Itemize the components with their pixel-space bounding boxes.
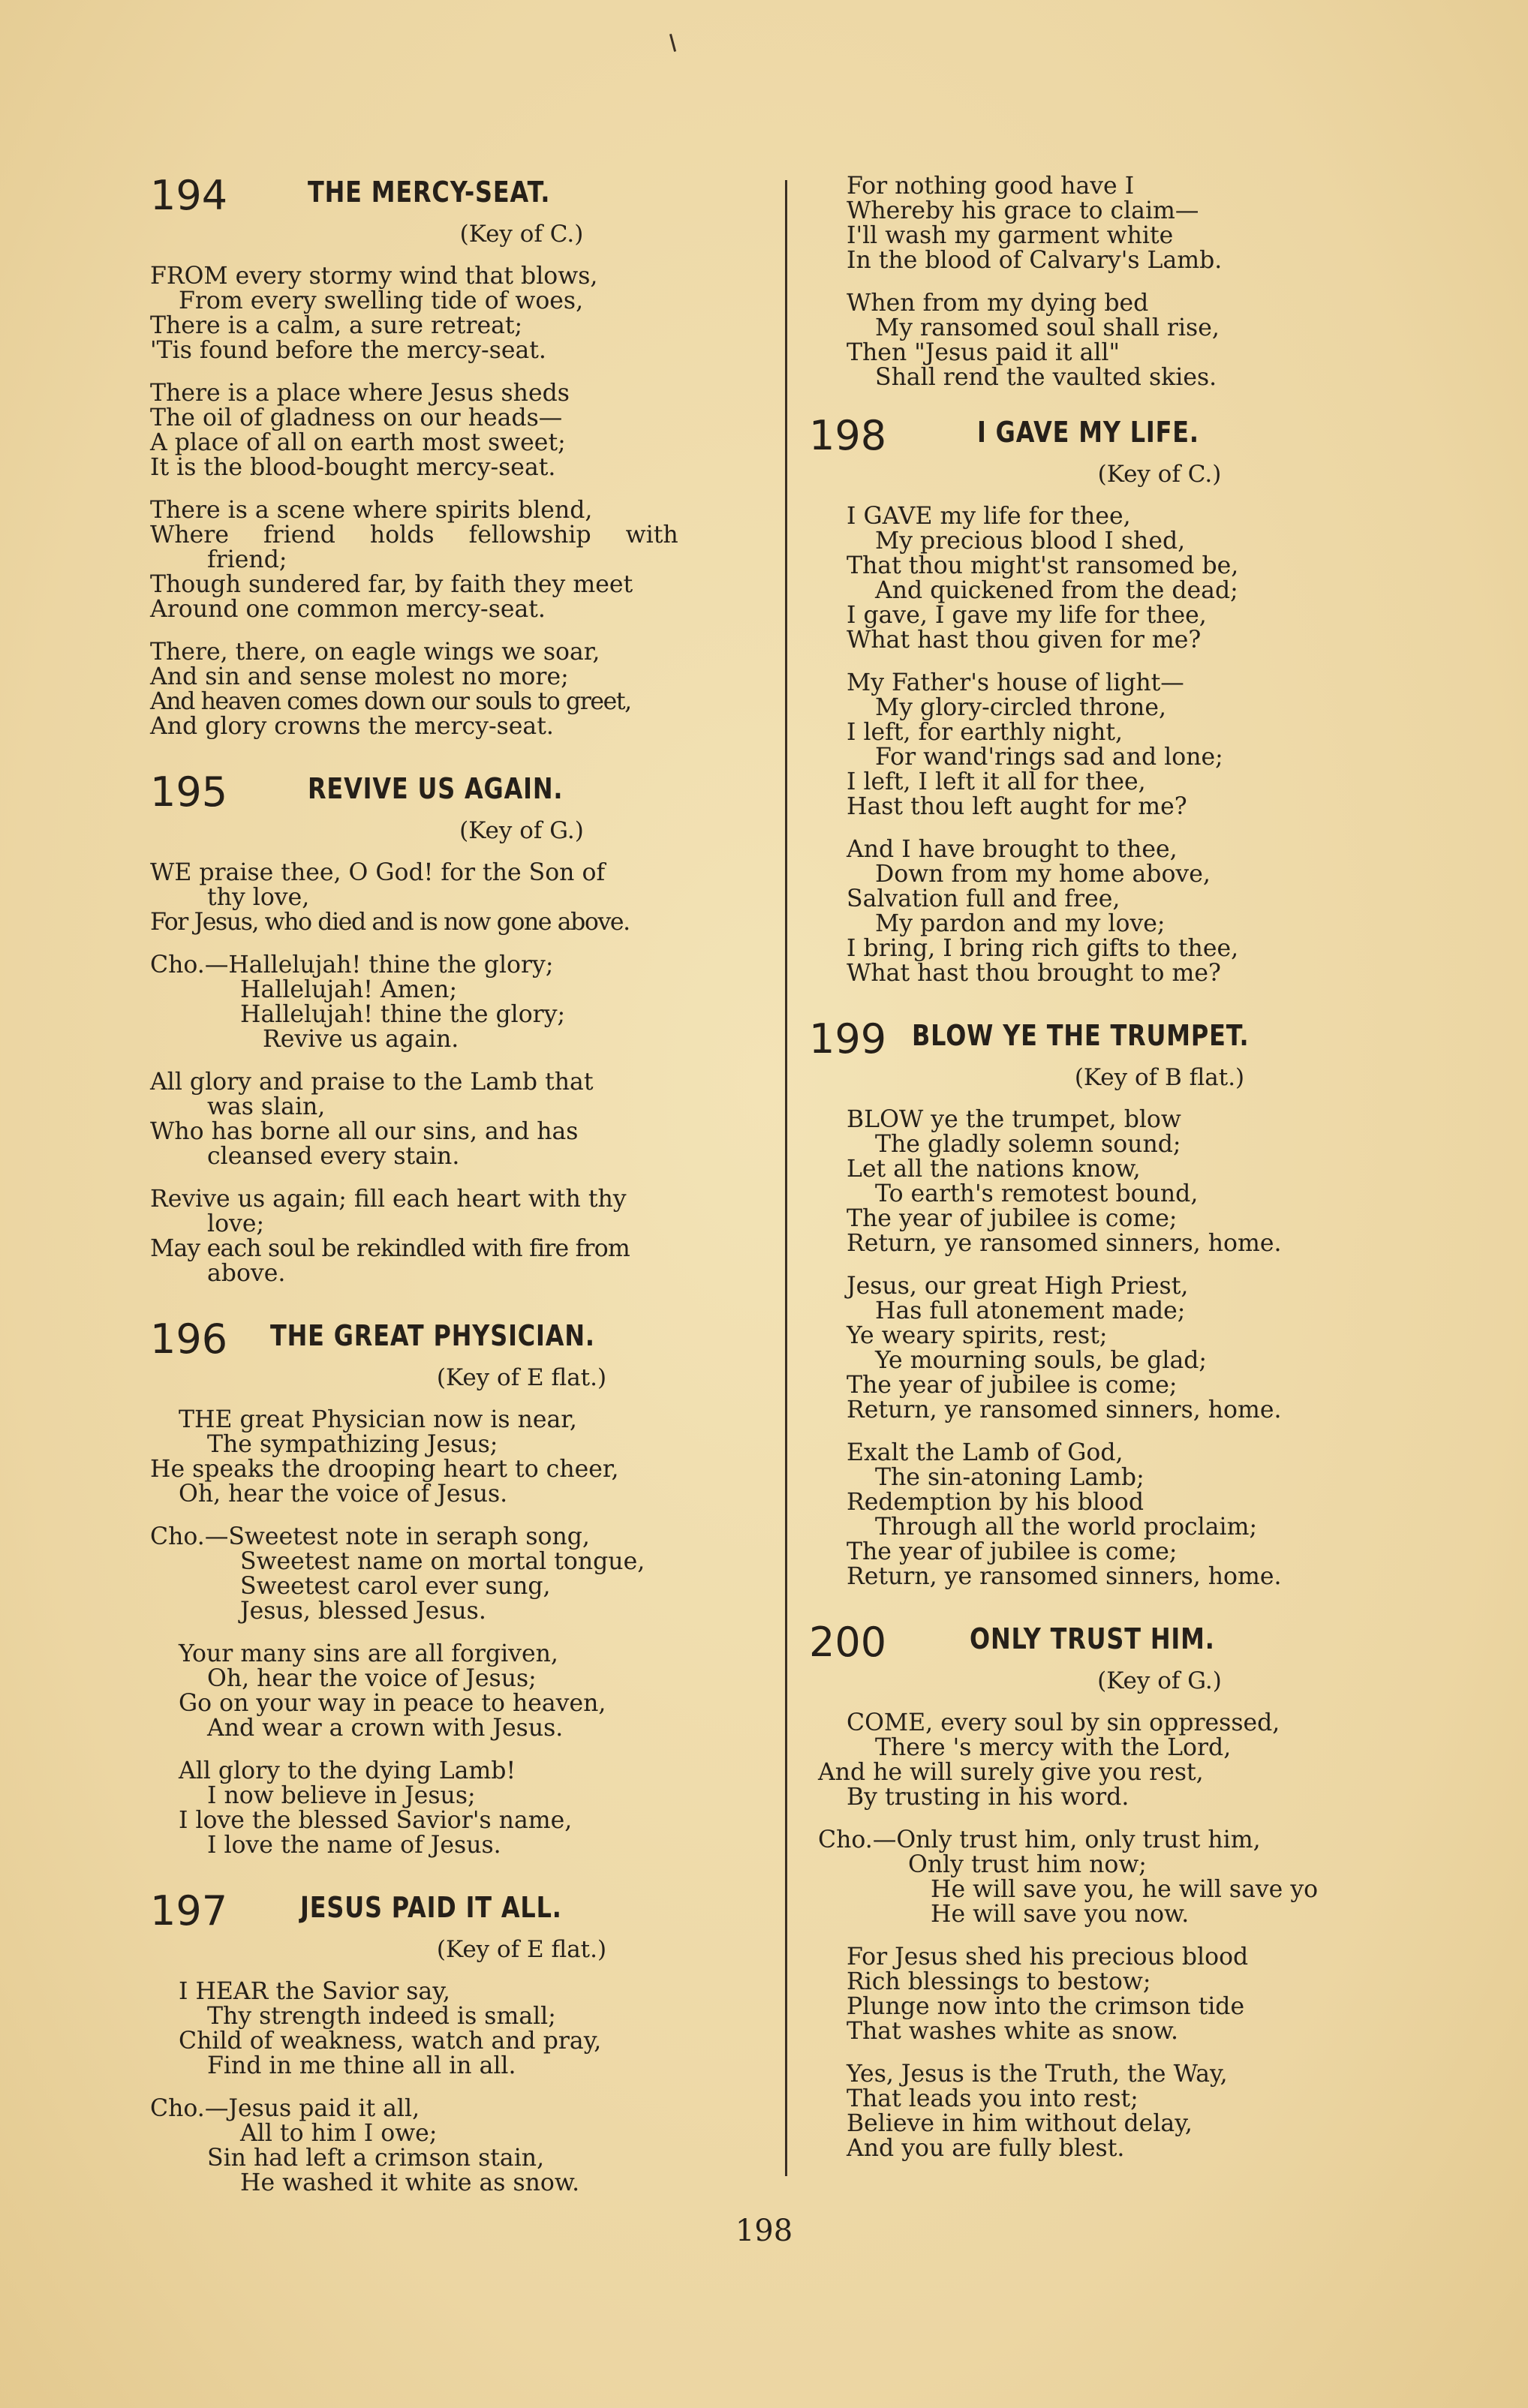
stanza — [818, 1828, 1373, 1927]
verse-line: Cho.—Hallelujah! thine the glory; — [150, 951, 554, 979]
verse-line: 'Tis found before the mercy-seat. — [150, 337, 546, 364]
verse-line: The year of jubilee is come; — [847, 1538, 1178, 1565]
verse-line: All glory and praise to the Lamb that — [150, 1069, 594, 1096]
verse-line: There 's mercy with the Lord, — [875, 1734, 1232, 1761]
verse-line: cleansed every stain. — [207, 1143, 460, 1170]
verse-line: was slain, — [207, 1093, 326, 1120]
stanza — [818, 1274, 1373, 1423]
verse-line: Go on your way in peace to heaven, — [179, 1690, 606, 1717]
stanza — [150, 1187, 766, 1286]
verse-line: My ransomed soul shall rise, — [875, 314, 1220, 341]
verse-line: That washes white as snow. — [847, 2018, 1179, 2045]
verse-line: Jesus, our great High Priest, — [847, 1273, 1189, 1300]
verse-line: And I have brought to thee, — [847, 836, 1178, 863]
stanza — [150, 1759, 766, 1858]
verse-line: He washed it white as snow. — [240, 2169, 580, 2196]
verse-line: The gladly solemn sound; — [875, 1131, 1181, 1158]
stanza — [150, 1408, 766, 1507]
verse-line: My precious blood I shed, — [875, 528, 1186, 555]
verse-line: Revive us again. — [263, 1026, 459, 1053]
hymn-200 — [809, 1619, 1373, 2162]
verse-line: And quickened from the dead; — [875, 577, 1238, 604]
verse-line: Then "Jesus paid it all" — [847, 339, 1120, 366]
verse-line: And he will surely give you rest, — [818, 1759, 1204, 1786]
verse-line: Redemption by his blood — [847, 1489, 1144, 1516]
page-number: 198 — [735, 2214, 793, 2248]
verse-line: I now believe in Jesus; — [207, 1782, 476, 1809]
verse-line: Sin had left a crimson stain, — [207, 2145, 545, 2172]
hymn-key: (Key of G.) — [459, 817, 584, 844]
hymn-198 — [809, 412, 1373, 987]
verse-line: Find in me thine all in all. — [207, 2052, 516, 2079]
verse-line: Cho.—Only trust him, only trust him, — [818, 1826, 1261, 1853]
verse-line: And heaven comes down our souls to greet, — [150, 688, 631, 715]
verse-line: Through all the world proclaim; — [875, 1514, 1258, 1541]
verse-line: Let all the nations know, — [847, 1156, 1141, 1183]
hymn-key: (Key of B flat.) — [1074, 1064, 1245, 1091]
hymn-title: JESUS PAID IT ALL. — [300, 1891, 562, 1924]
stanza — [150, 1980, 766, 2079]
verse-line: When from my dying bed — [847, 290, 1149, 317]
hymn-header — [150, 1888, 766, 1935]
verse-line: Hallelujah! Amen; — [240, 976, 458, 1003]
verse-line: May each soul be rekindled with fire from — [150, 1235, 630, 1262]
stanza — [818, 671, 1373, 819]
stanza — [150, 381, 766, 480]
stanza — [818, 174, 1373, 273]
verse-line: FROM every stormy wind that blows, — [150, 263, 598, 290]
verse-line: I love the name of Jesus. — [207, 1832, 501, 1859]
verse-line: Ye mourning souls, be glad; — [875, 1347, 1208, 1374]
hymn-header — [809, 1619, 1373, 1666]
stanza — [818, 1108, 1373, 1256]
verse-line: Only trust him now; — [908, 1851, 1147, 1878]
verse-line: What hast thou brought to me? — [847, 960, 1221, 987]
verse-line: friend; — [207, 546, 287, 573]
hymn-number: 198 — [809, 412, 887, 459]
verse-line: By trusting in his word. — [847, 1784, 1129, 1811]
verse-line: For wand'rings sad and lone; — [875, 744, 1223, 771]
verse-line: Believe in him without delay, — [847, 2110, 1193, 2137]
verse-line: Child of weakness, watch and pray, — [179, 2028, 602, 2055]
stanza — [150, 953, 766, 1052]
left-column — [150, 173, 766, 2226]
verse-line: There is a scene where spirits blend, — [150, 497, 593, 524]
verse-line: All glory to the dying Lamb! — [179, 1757, 516, 1784]
verse-line: From every swelling tide of woes, — [179, 287, 584, 314]
stanza — [818, 2062, 1373, 2161]
hymn-title: ONLY TRUST HIM. — [970, 1622, 1215, 1655]
verse-line: And sin and sense molest no more; — [150, 663, 569, 690]
hymn-number: 196 — [150, 1315, 228, 1363]
verse-line: He will save you, he will save yo — [931, 1876, 1319, 1903]
verse-line: For Jesus shed his precious blood — [847, 1944, 1249, 1971]
hymn-194 — [150, 173, 766, 739]
page-speck — [669, 34, 676, 52]
verse-line: Revive us again; fill each heart with thy — [150, 1186, 627, 1213]
hymn-number: 199 — [809, 1015, 887, 1063]
verse-line: above. — [207, 1260, 286, 1287]
verse-line: Where friend holds fellowship with — [150, 522, 678, 549]
hymn-header — [150, 769, 766, 816]
hymn-header — [809, 412, 1373, 459]
verse-line: My glory-circled throne, — [875, 694, 1166, 721]
verse-line: Who has borne all our sins, and has — [150, 1118, 579, 1145]
verse-line: He will save you now. — [931, 1901, 1190, 1928]
hymn-header — [150, 1316, 766, 1363]
verse-line: Cho.—Sweetest note in seraph song, — [150, 1523, 590, 1550]
verse-line: Has full atonement made; — [875, 1297, 1186, 1324]
verse-line: The year of jubilee is come; — [847, 1372, 1178, 1399]
hymn-title: THE MERCY-SEAT. — [308, 176, 551, 209]
verse-line: For nothing good have I — [847, 173, 1135, 200]
verse-line: Ye weary spirits, rest; — [847, 1322, 1108, 1349]
hymn-header — [809, 1015, 1373, 1063]
verse-line: He speaks the drooping heart to cheer, — [150, 1456, 619, 1483]
verse-line: That thou might'st ransomed be, — [847, 552, 1239, 579]
stanza — [818, 1441, 1373, 1589]
verse-line: Sweetest name on mortal tongue, — [240, 1548, 645, 1575]
hymn-number: 194 — [150, 172, 228, 219]
column-divider — [785, 180, 787, 2176]
verse-line: Sweetest carol ever sung, — [240, 1573, 551, 1600]
verse-line: I bring, I bring rich gifts to thee, — [847, 935, 1239, 962]
verse-line: love; — [207, 1210, 265, 1237]
verse-line: The sin-atoning Lamb; — [875, 1464, 1144, 1491]
hymn-key: (Key of E flat.) — [436, 1936, 607, 1963]
verse-line: Return, ye ransomed sinners, home. — [847, 1396, 1282, 1423]
verse-line: The oil of gladness on our heads— — [150, 404, 563, 431]
verse-line: Oh, hear the voice of Jesus. — [179, 1481, 508, 1508]
verse-line: Though sundered far, by faith they meet — [150, 571, 633, 598]
verse-line: COME, every soul by sin oppressed, — [847, 1709, 1280, 1736]
verse-line: A place of all on earth most sweet; — [150, 429, 566, 456]
hymn-key: (Key of C.) — [459, 221, 584, 248]
verse-line: In the blood of Calvary's Lamb. — [847, 247, 1223, 274]
verse-line: The sympathizing Jesus; — [207, 1431, 498, 1458]
verse-line: That leads you into rest; — [847, 2085, 1138, 2112]
verse-line: Around one common mercy-seat. — [150, 596, 546, 623]
hymn-199 — [809, 1015, 1373, 1590]
hymn-key: (Key of C.) — [1097, 461, 1222, 488]
verse-line: Jesus, blessed Jesus. — [240, 1598, 486, 1625]
stanza — [150, 1642, 766, 1741]
verse-line: And wear a crown with Jesus. — [207, 1715, 564, 1742]
verse-line: Hallelujah! thine the glory; — [240, 1001, 566, 1028]
hymn-title: REVIVE US AGAIN. — [308, 772, 564, 805]
hymn-197 — [150, 1888, 766, 2196]
stanza — [150, 1525, 766, 1624]
verse-line: Salvation full and free, — [847, 885, 1120, 912]
stanza — [818, 1711, 1373, 1810]
verse-line: Oh, hear the voice of Jesus; — [207, 1665, 537, 1692]
verse-line: There, there, on eagle wings we soar, — [150, 639, 600, 666]
verse-line: Thy strength indeed is small; — [207, 2003, 556, 2030]
verse-line: The year of jubilee is come; — [847, 1205, 1178, 1232]
hymn-197-continued — [818, 174, 1373, 390]
verse-line: For Jesus, who died and is now gone above. — [150, 909, 630, 936]
verse-line: There is a calm, a sure retreat; — [150, 312, 523, 339]
verse-line: I love the blessed Savior's name, — [179, 1807, 573, 1834]
hymn-title: THE GREAT PHYSICIAN. — [270, 1319, 595, 1352]
verse-line: THE great Physician now is near, — [179, 1406, 577, 1433]
verse-line: My pardon and my love; — [875, 910, 1166, 937]
verse-line: Cho.—Jesus paid it all, — [150, 2095, 420, 2122]
verse-line: Exalt the Lamb of God, — [847, 1439, 1123, 1466]
hymn-title: BLOW YE THE TRUMPET. — [912, 1019, 1250, 1052]
stanza — [150, 498, 766, 622]
verse-line: Return, ye ransomed sinners, home. — [847, 1230, 1282, 1257]
verse-line: What hast thou given for me? — [847, 627, 1202, 654]
stanza — [150, 1070, 766, 1169]
stanza — [150, 264, 766, 363]
stanza — [818, 1945, 1373, 2044]
verse-line: My Father's house of light— — [847, 669, 1184, 696]
verse-line: Return, ye ransomed sinners, home. — [847, 1563, 1282, 1590]
hymn-number: 195 — [150, 768, 228, 816]
verse-line: All to him I owe; — [240, 2120, 438, 2147]
stanza — [818, 837, 1373, 986]
verse-line: I left, for earthly night, — [847, 719, 1123, 746]
hymn-key: (Key of G.) — [1097, 1667, 1222, 1694]
verse-line: BLOW ye the trumpet, blow — [847, 1106, 1181, 1133]
verse-line: There is a place where Jesus sheds — [150, 380, 570, 407]
stanza — [150, 861, 766, 935]
verse-line: And you are fully blest. — [847, 2135, 1125, 2162]
verse-line: I'll wash my garment white — [847, 222, 1174, 249]
hymn-header — [150, 173, 766, 219]
verse-line: It is the blood-bought mercy-seat. — [150, 454, 556, 481]
verse-line: I GAVE my life for thee, — [847, 503, 1131, 530]
verse-line: And glory crowns the mercy-seat. — [150, 713, 554, 740]
right-column — [809, 173, 1373, 2191]
verse-line: Down from my home above, — [875, 861, 1211, 888]
hymn-number: 200 — [809, 1619, 887, 1666]
verse-line: Yes, Jesus is the Truth, the Way, — [847, 2061, 1228, 2088]
verse-line: Plunge now into the crimson tide — [847, 1993, 1245, 2020]
stanza — [818, 291, 1373, 390]
hymn-195 — [150, 769, 766, 1286]
verse-line: I gave, I gave my life for thee, — [847, 602, 1207, 629]
verse-line: I HEAR the Savior say, — [179, 1978, 450, 2005]
verse-line: Shall rend the vaulted skies. — [875, 364, 1217, 391]
verse-line: thy love, — [207, 884, 310, 911]
stanza — [150, 640, 766, 739]
verse-line: Whereby his grace to claim— — [847, 197, 1199, 224]
hymn-key: (Key of E flat.) — [436, 1364, 607, 1391]
verse-line: Rich blessings to bestow; — [847, 1968, 1151, 1995]
verse-line: WE praise thee, O God! for the Son of — [150, 859, 606, 886]
verse-line: Hast thou left aught for me? — [847, 793, 1187, 820]
hymn-number: 197 — [150, 1887, 228, 1935]
stanza — [150, 2097, 766, 2196]
hymn-title: I GAVE MY LIFE. — [977, 416, 1199, 449]
stanza — [818, 504, 1373, 653]
hymn-196 — [150, 1316, 766, 1858]
verse-line: I left, I left it all for thee, — [847, 768, 1146, 795]
verse-line: Your many sins are all forgiven, — [179, 1640, 558, 1667]
verse-line: To earth's remotest bound, — [875, 1180, 1199, 1207]
